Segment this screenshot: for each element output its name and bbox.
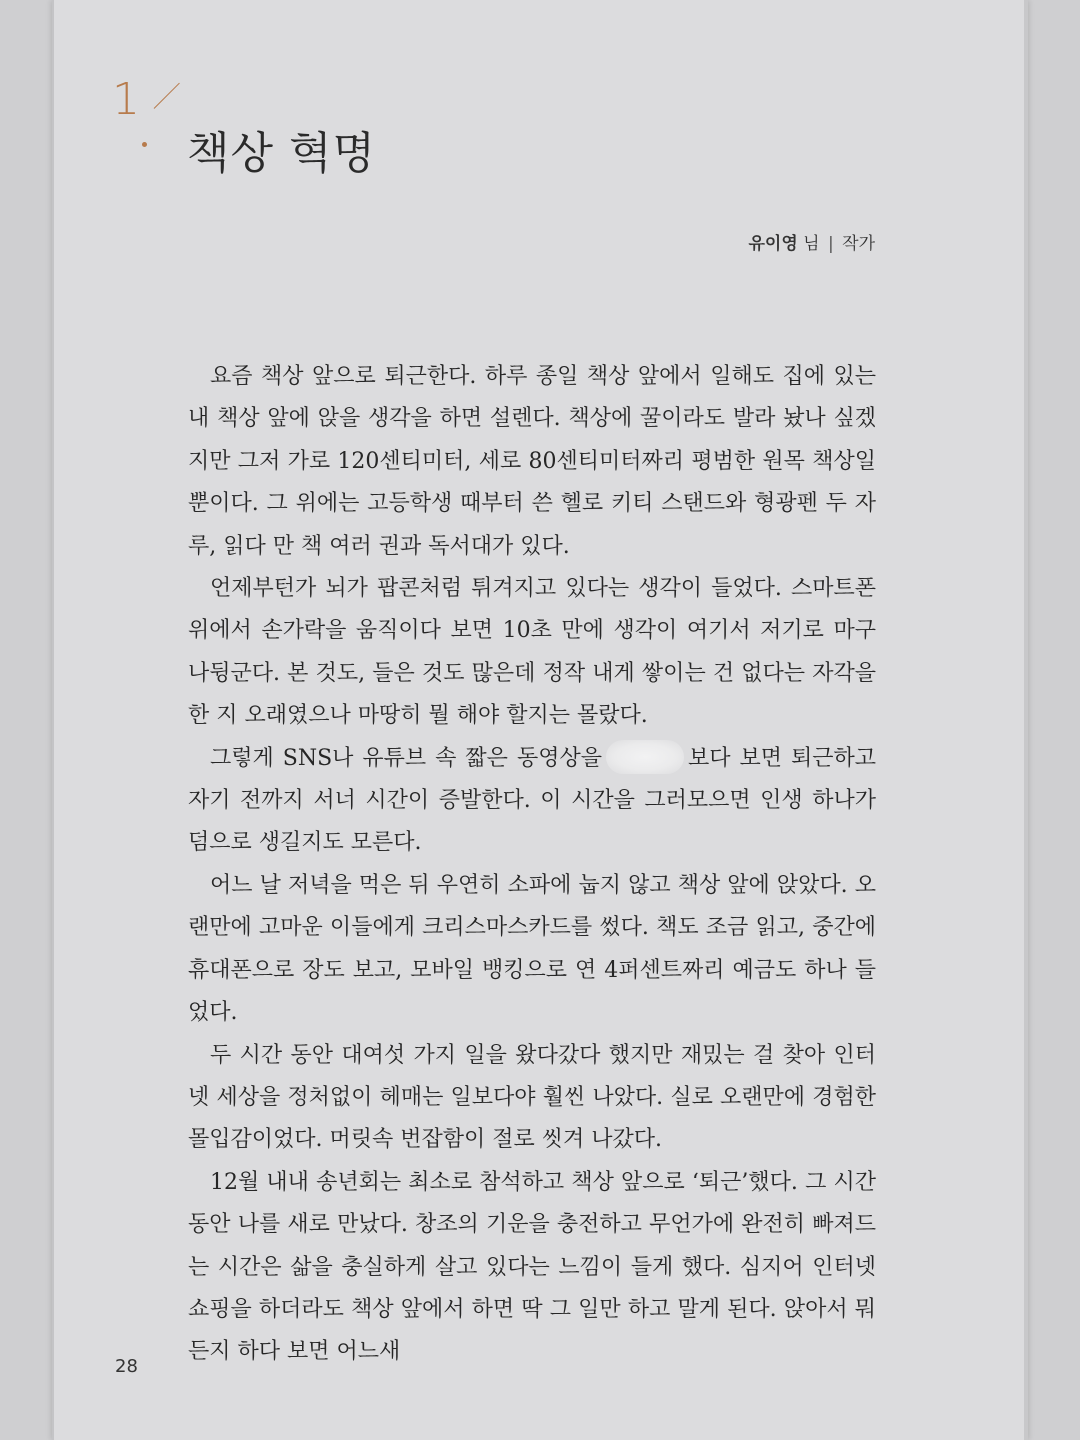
- paragraph-3: [188, 738, 876, 865]
- author-name: 유이영: [748, 234, 798, 254]
- page-edge-left: [52, 0, 54, 1440]
- author-role: 작가: [842, 234, 875, 254]
- paragraph-4: 어느 날 저녁을 먹은 뒤 우연히 소파에 눕지 않고 책상 앞에 앉았다. 오랜만에 고마운 이들에게 크리스마스카드를 썼다. 책도 조금 읽고, 중간에 휴대폰으로 장도 보고, 모바일 뱅킹으로 연 4퍼센트짜리 예금도 하나 들었다.: [188, 872, 876, 1026]
- paragraph-5: 두 시간 동안 대여섯 가지 일을 왔다갔다 했지만 재밌는 걸 찾아 인터넷 세상을 정처없이 헤매는 일보다야 훨씬 나았다. 실로 오랜만에 경험한 몰입감이었다. 머릿속 번잡함이 절로 씻겨 나갔다.: [188, 1042, 876, 1153]
- chapter-dot-ornament: [142, 142, 147, 147]
- byline-separator: |: [828, 234, 834, 254]
- body-text: [188, 356, 876, 1374]
- author-honorific: 님: [803, 234, 820, 254]
- redacted-blur: [606, 740, 684, 774]
- chapter-number: 1: [112, 74, 140, 125]
- author-byline: [748, 229, 875, 254]
- page-number: 28: [115, 1356, 138, 1377]
- paragraph-6: 12월 내내 송년회는 최소로 참석하고 책상 앞으로 ‘퇴근’했다. 그 시간 동안 나를 새로 만났다. 창조의 기운을 충전하고 무언가에 완전히 빠져드는 시간은 삶을 충실하게 살고 있다는 느낌이 들게 했다. 심지어 인터넷 쇼핑을 하더라도 책상 앞에서 하면 딱 그 일만 하고 말게 된다. 앉아서 뭐든지 하다 보면 어느새: [188, 1169, 876, 1365]
- paragraph-1: 요즘 책상 앞으로 퇴근한다. 하루 종일 책상 앞에서 일해도 집에 있는 내 책상 앞에 앉을 생각을 하면 설렌다. 책상에 꿀이라도 발라 놨나 싶겠지만 그저 가로 120센티미터, 세로 80센티미터짜리 평범한 원목 책상일 뿐이다. 그 위에는 고등학생 때부터 쓴 헬로 키티 스탠드와 형광펜 두 자루, 읽다 만 책 여러 권과 독서대가 있다.: [188, 364, 876, 559]
- paragraph-3-rest: 보다 보면 퇴근하고 자기 전까지 서너 시간이 증발한다. 이 시간을 그러모으면 인생 하나가 덤으로 생길지도 모른다.: [188, 745, 876, 856]
- paragraph-3-prefix: 그렇게 SNS나 유튜브 속 짧은 동영상을: [210, 745, 602, 771]
- chapter-title: 책상 혁명: [187, 128, 377, 179]
- page-edge-right: [1024, 0, 1028, 1440]
- paragraph-2: 언제부턴가 뇌가 팝콘처럼 튀겨지고 있다는 생각이 들었다. 스마트폰 위에서 손가락을 움직이다 보면 10초 만에 생각이 여기서 저기로 마구 나뒹군다. 본 것도, 들은 것도 많은데 정작 내게 쌓이는 건 없다는 자각을 한 지 오래였으나 마땅히 뭘 해야 할지는 몰랐다.: [188, 576, 876, 729]
